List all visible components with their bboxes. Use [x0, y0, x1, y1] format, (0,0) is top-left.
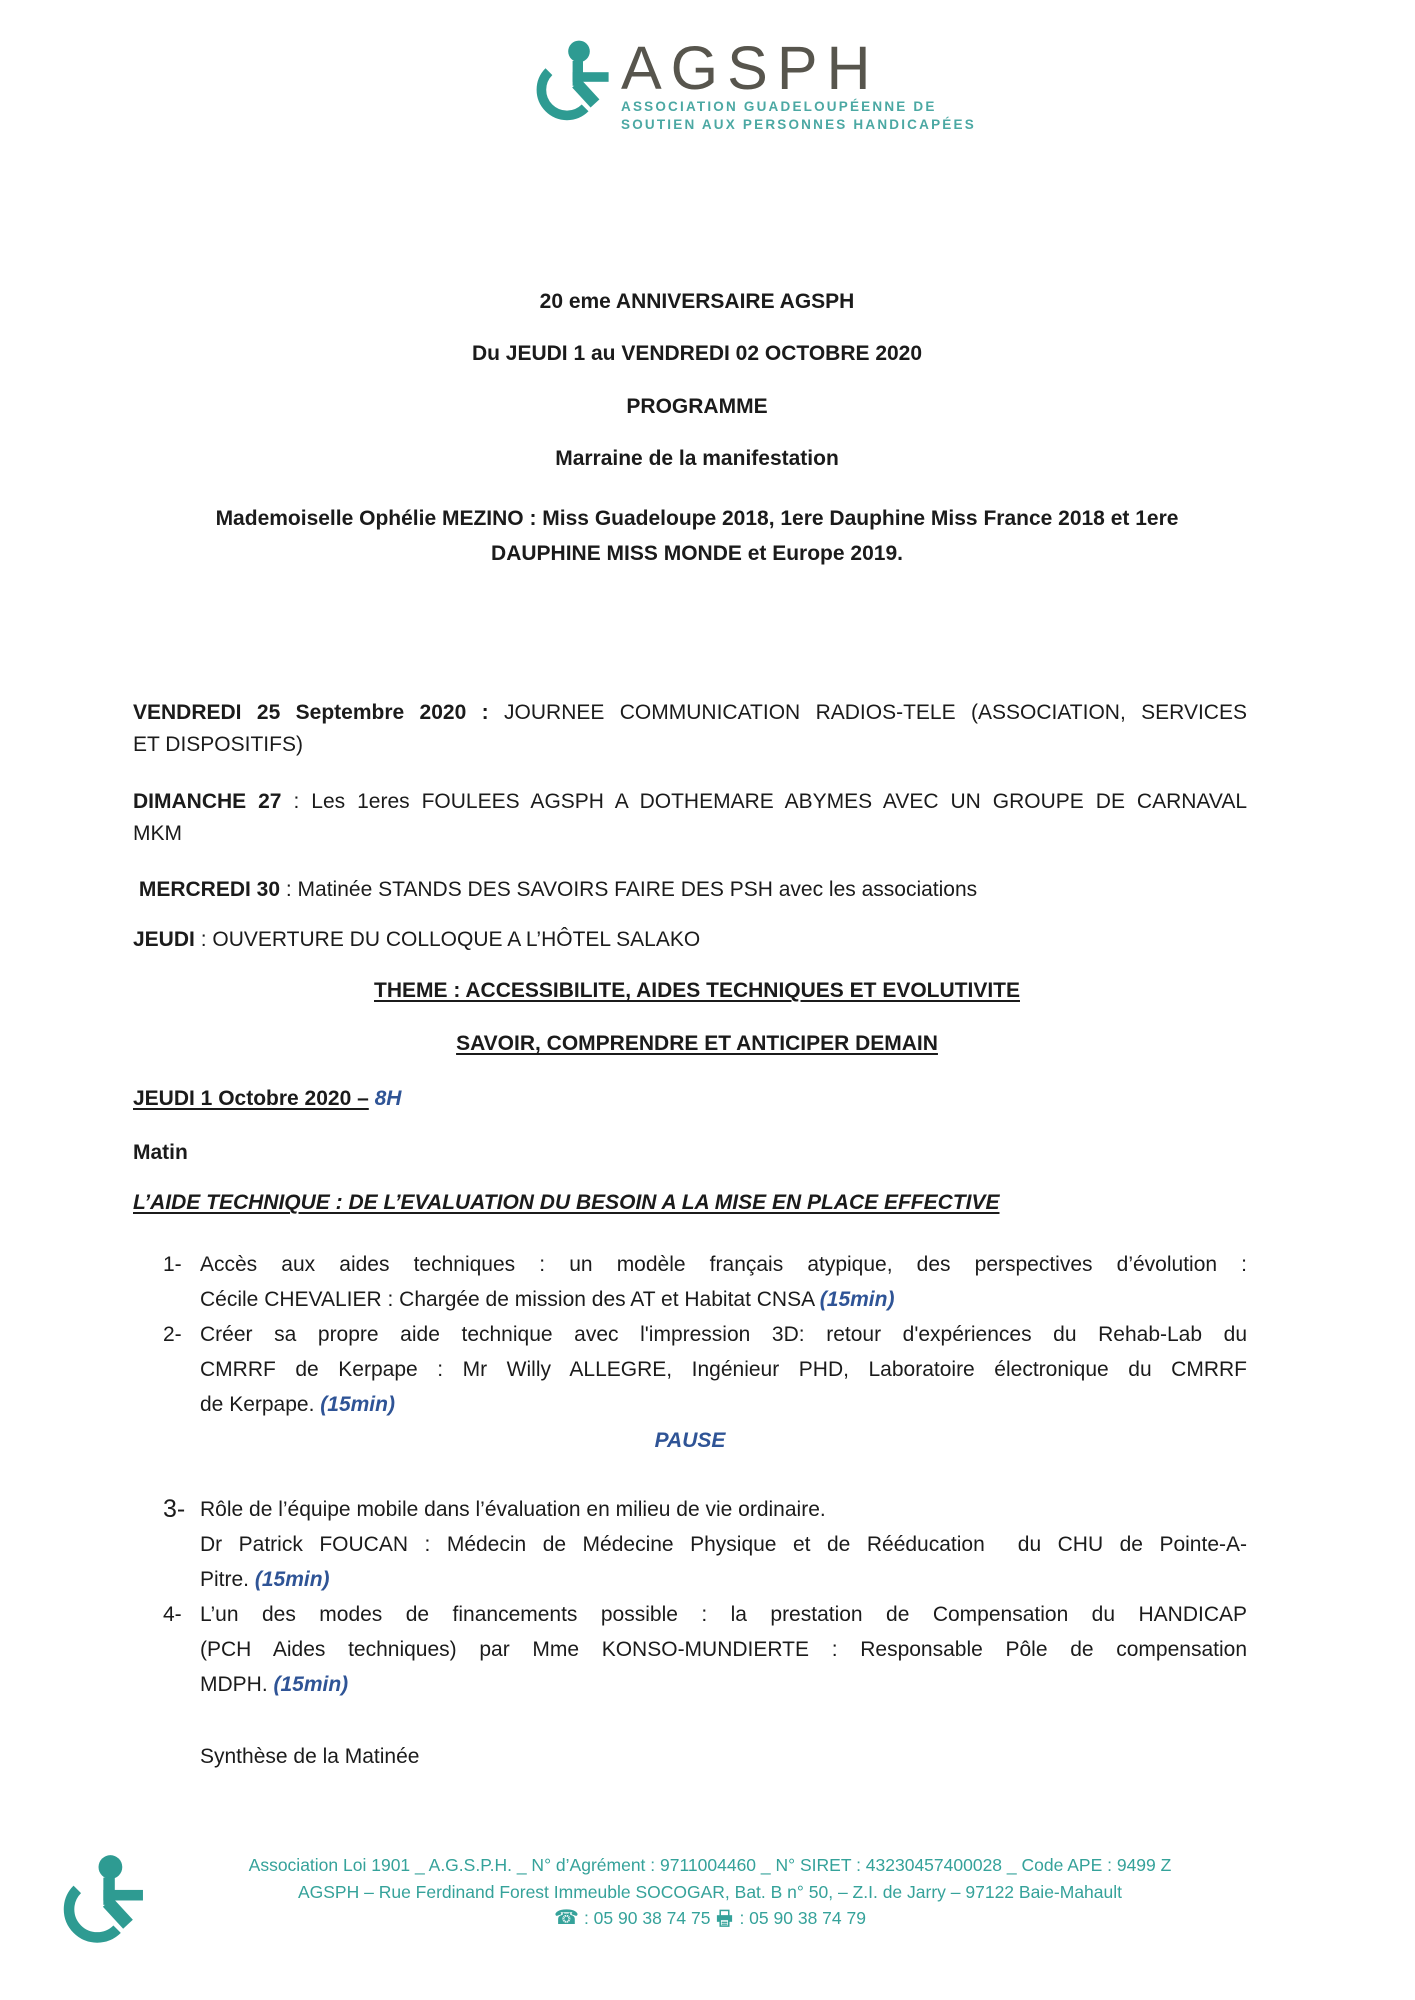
footer-contact-line — [140, 1905, 1280, 1932]
agenda-list — [133, 1247, 1247, 1702]
pause-label: PAUSE — [654, 1429, 726, 1452]
paragraph-dimanche-27: DIMANCHE 27 : Les 1eres FOULEES AGSPH A DOTHEMARE ABYMES AVEC UN GROUPE DE CARNAVAL MKM — [133, 790, 1248, 845]
agenda-item-number: 4- — [163, 1603, 182, 1626]
paragraph-jeudi-ouverture: JEUDI : OUVERTURE DU COLLOQUE A L’HÔTEL SALAKO — [133, 928, 701, 951]
logo-tagline-line2: SOUTIEN AUX PERSONNES HANDICAPÉES — [621, 117, 976, 132]
fax-icon — [715, 1909, 734, 1928]
theme-heading: THEME : ACCESSIBILITE, AIDES TECHNIQUES ET EVOLUTIVITE — [374, 979, 1020, 1002]
agenda-item-1: 1- Accès aux aides techniques : un modèle français atypique, des perspectives d’évolution : Cécile CHEVALIER : Chargée de mission des AT et Habitat CNSA (15min) — [133, 1247, 1247, 1317]
logo-tagline-line1: ASSOCIATION GUADELOUPÉENNE DE — [621, 99, 937, 114]
footer-wheelchair-icon — [62, 1852, 150, 1961]
footer-phone-number: : 05 90 38 74 75 — [583, 1908, 711, 1928]
logo-text — [621, 34, 976, 132]
agsph-logo — [535, 34, 976, 135]
agenda-item-number: 2- — [163, 1323, 182, 1346]
paragraph-vendredi-25: VENDREDI 25 Septembre 2020 : JOURNEE COMMUNICATION RADIOS-TELE (ASSOCIATION, SERVICES ET DISPOSITIFS) — [133, 701, 1247, 756]
day-header-time: 8H — [368, 1087, 402, 1110]
session-title: L’AIDE TECHNIQUE : DE L’EVALUATION DU BESOIN A LA MISE EN PLACE EFFECTIVE — [133, 1191, 1000, 1214]
theme-subheading: SAVOIR, COMPRENDRE ET ANTICIPER DEMAIN — [456, 1032, 938, 1055]
footer — [140, 1852, 1280, 1932]
session-period: Matin — [133, 1141, 188, 1164]
pause-row — [133, 1423, 1247, 1458]
phone-icon: ☎ — [554, 1907, 579, 1930]
logo-acronym: AGSPH — [621, 34, 880, 102]
agenda-item-number: 1- — [163, 1253, 182, 1276]
day-header-date: JEUDI 1 Octobre 2020 – — [133, 1087, 369, 1110]
wheelchair-icon — [535, 40, 615, 135]
programme-heading: PROGRAMME — [626, 395, 768, 418]
agenda-item-4: 4- L’un des modes de financements possible : la prestation de Compensation du HANDICAP (PCH Aides techniques) par Mme KONSO-MUNDIERTE : Responsable Pôle de compensation MDPH. (15min) — [133, 1597, 1247, 1702]
agenda-item-number: 3- — [163, 1495, 186, 1523]
agenda-item-3: 3- Rôle de l’équipe mobile dans l’évaluation en milieu de vie ordinaire. Dr Patrick FOUCAN : Médecin de Médecine Physique et de Rééducation du CHU de Pointe-A- Pitre. (15min) — [133, 1492, 1247, 1597]
synthesis-label: Synthèse de la Matinée — [200, 1745, 420, 1768]
day-header — [133, 1087, 401, 1111]
patron-heading: Marraine de la manifestation — [555, 447, 839, 470]
footer-legal-line: Association Loi 1901 _ A.G.S.P.H. _ N° d’Agrément : 9711004460 _ N° SIRET : 43230457400028 _ Code APE : 9499 Z — [248, 1855, 1172, 1875]
footer-fax-number: : 05 90 38 74 79 — [739, 1908, 866, 1928]
paragraph-mercredi-30: MERCREDI 30 : Matinée STANDS DES SAVOIRS FAIRE DES PSH avec les associations — [133, 878, 978, 901]
event-title: 20 eme ANNIVERSAIRE AGSPH — [539, 290, 855, 313]
agenda-item-2: 2- Créer sa propre aide technique avec l'impression 3D: retour d'expériences du Rehab-Lab du CMRRF de Kerpape : Mr Willy ALLEGRE, Ingénieur PHD, Laboratoire électronique du CMRRF de Kerpape. (15min) — [133, 1317, 1247, 1422]
event-dates: Du JEUDI 1 au VENDREDI 02 OCTOBRE 2020 — [471, 342, 923, 365]
patron-description: Mademoiselle Ophélie MEZINO : Miss Guadeloupe 2018, 1ere Dauphine Miss France 2018 et 1ere DAUPHINE MISS MONDE et Europe 2019. — [215, 507, 1179, 565]
footer-address-line: AGSPH – Rue Ferdinand Forest Immeuble SOCOGAR, Bat. B n° 50, – Z.I. de Jarry – 97122 Baie-Mahault — [297, 1881, 1123, 1902]
